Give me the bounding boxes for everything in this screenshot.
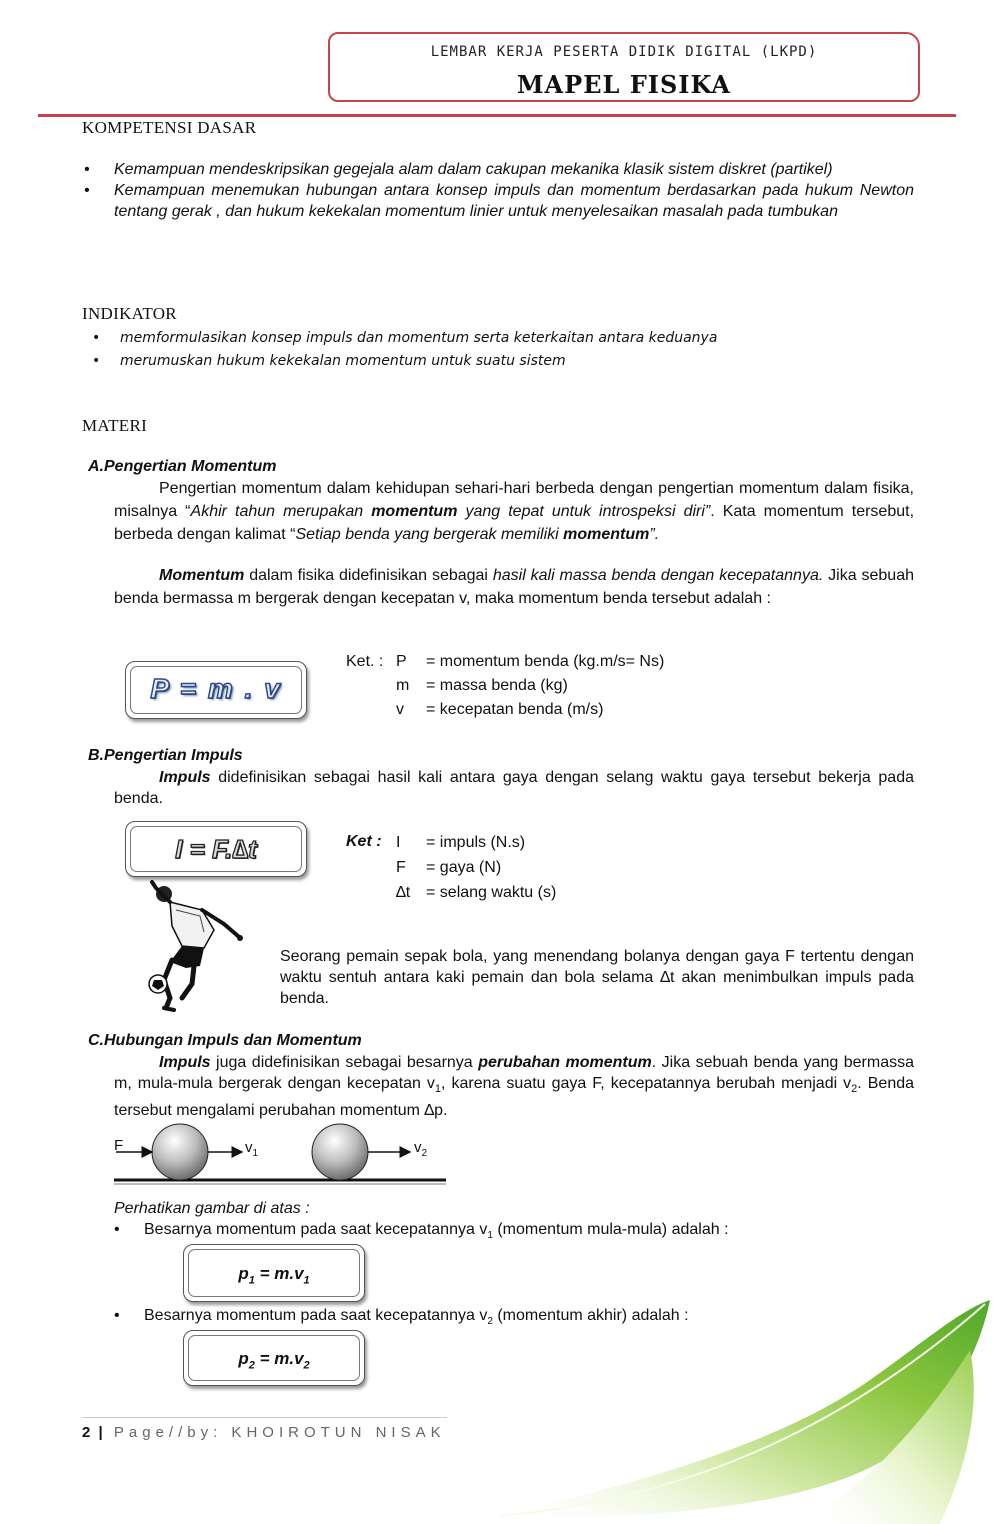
indikator-item: • merumuskan hukum kekekalan momentum untuk suatu sistem [120, 350, 880, 373]
momentum-bullet-2: • Besarnya momentum pada saat kecepatannya $v_2$ (momentum akhir) adalah : [144, 1305, 904, 1332]
section-b-heading: B.Pengertian Impuls [88, 747, 243, 764]
diagram-note: Perhatikan gambar di atas : [114, 1200, 310, 1217]
kompetensi-list [114, 159, 914, 222]
section-a-paragraph-1: Pengertian momentum dalam kehidupan sehari-hari berbeda dengan pengertian momentum dalam fisika, misalnya “Akhir tahun merupakan momentum yang tepat untuk introspeksi diri”. Kata momentum tersebut, berbeda dengan kalimat “Setiap benda yang bergerak memiliki momentum”. [114, 480, 915, 543]
impuls-formula-box [125, 821, 307, 877]
header-subtitle: LEMBAR KERJA PESERTA DIDIK DIGITAL (LKPD) [430, 44, 818, 60]
kompetensi-item: • Kemampuan menemukan hubungan antara konsep impuls dan momentum berdasarkan pada hukum Newton tentang gerak , dan hukum kekekalan momentum linier untuk menyelesaikan masalah pada tumbukan [114, 180, 914, 222]
p2-formula-box [183, 1330, 365, 1386]
velocity-2-label: $v_2$ [414, 1139, 428, 1159]
header-rule [38, 114, 956, 117]
impuls-ket-table: I = impuls (N.s) F = gaya (N) ∆t = selang waktu (s) [396, 834, 557, 901]
p2-formula: $p_2 = m.v_2$ [238, 1349, 310, 1372]
footer-rule [82, 1417, 447, 1418]
momentum-ket-table: P = momentum benda (kg.m/s= Ns) m = massa benda (kg) v = kecepatan benda (m/s) [396, 653, 665, 718]
leaf-decoration [470, 1290, 1000, 1524]
soccer-player-illustration [142, 880, 252, 1015]
momentum-bullet-1: • Besarnya momentum pada saat kecepatannya $v_1$ (momentum mula-mula) adalah : [144, 1219, 904, 1246]
momentum-formula-box [125, 661, 307, 719]
indikator-list [120, 327, 880, 373]
indikator-item: • memformulasikan konsep impuls dan momentum serta keterkaitan antara keduanya [120, 327, 880, 350]
impuls-ket-label: Ket : [346, 833, 382, 850]
p1-formula: $p_1 = m.v_1$ [238, 1264, 310, 1287]
soccer-caption: Seorang pemain sepak bola, yang menendang bolanya dengan gaya F tertentu dengan waktu sentuh antara kaki pemain dan bola selama ∆t akan menimbulkan impuls pada benda. [280, 948, 914, 1007]
impuls-formula: I = F.∆t [175, 834, 257, 864]
velocity-1-label: $v_1$ [245, 1139, 259, 1159]
section-c-heading: C.Hubungan Impuls dan Momentum [88, 1032, 362, 1049]
momentum-ket-label: Ket. : [346, 653, 384, 670]
section-a-heading: A.Pengertian Momentum [88, 458, 277, 475]
p1-formula-box [183, 1244, 365, 1302]
kompetensi-item: • Kemampuan mendeskripsikan gegejala alam dalam cakupan mekanika klasik sistem diskret (partikel) [114, 159, 914, 180]
ball-final [312, 1124, 368, 1180]
ball-initial [152, 1124, 208, 1180]
force-label: F [114, 1137, 124, 1154]
section-c-paragraph: Impuls juga didefinisikan sebagai besarnya perubahan momentum. Jika sebuah benda yang bermassa m, mula-mula bergerak dengan kecepatan $v_1$, karena suatu gaya F, kecepatannya berubah menjadi $v_2$. Benda tersebut mengalami perubahan momentum ∆p. [114, 1054, 915, 1120]
section-b-paragraph: Impuls didefinisikan sebagai hasil kali antara gaya dengan selang waktu gaya tersebut bekerja pada benda. [114, 769, 914, 807]
section-a-paragraph-2: Momentum dalam fisika didefinisikan sebagai hasil kali massa benda dengan kecepatannya. Jika sebuah benda bermassa m bergerak dengan kecepatan v, maka momentum benda tersebut adalah : [114, 567, 915, 607]
momentum-diagram [112, 1122, 452, 1188]
kompetensi-title: KOMPETENSI DASAR [82, 118, 257, 137]
indikator-title: INDIKATOR [82, 304, 177, 323]
materi-title: MATERI [82, 416, 148, 435]
momentum-formula: P = m . v [150, 673, 282, 704]
header-title: MAPEL FISIKA [516, 70, 732, 99]
footer: 2 | Page//by: KHOIROTUN NISAK [82, 1424, 446, 1441]
